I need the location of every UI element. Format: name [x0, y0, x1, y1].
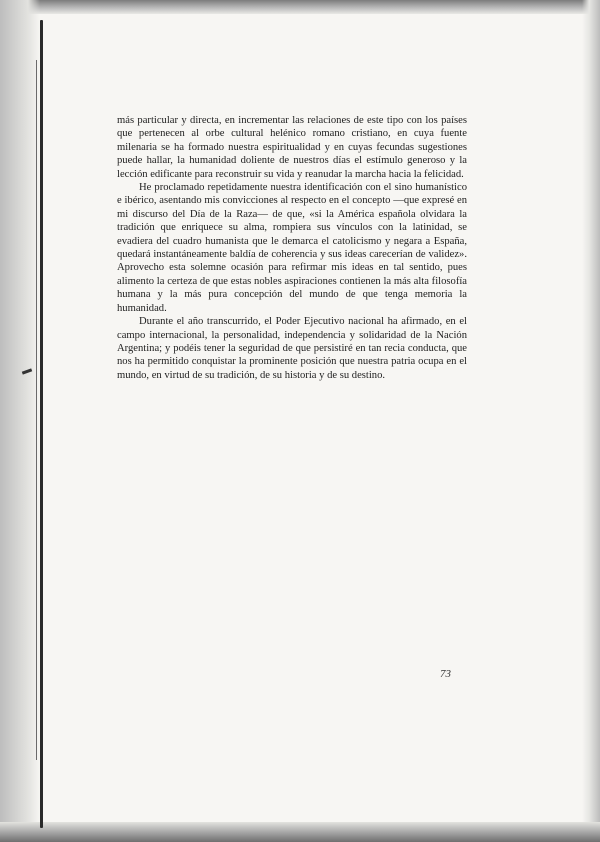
scan-edge-top — [0, 0, 600, 14]
binding-shadow — [40, 20, 43, 828]
scan-edge-right — [582, 0, 600, 842]
page-number: 73 — [440, 668, 451, 680]
paragraph-2: He proclamado repetidamente nuestra identificación con el sino humanístico e ibérico, asentando mis convicciones al respecto en el concepto —que expresé en mi discurso del Día de la Raza— de que, «si la América española olvidara la tradición que enriquece su alma, rompiera sus vínculos con la latinidad, se evadiera del cuadro humanista que le demarca el catolicismo y negara a España, quedará instantáneamente baldía de coherencia y sus ideas carecerían de validez». Aprovecho esta solemne ocasión para refirmar mis ideas en tal sentido, pues alimento la certeza de que estas nobles aspiraciones contienen la más alta filosofía humana y la más pura concepción del mundo de que tenga memoria la humanidad. — [117, 182, 467, 314]
paragraph-1: más particular y directa, en incrementar las relaciones de este tipo con los países que pertenecen al orbe cultural helénico romano cristiano, en cuya fuente milenaria se ha formado nuestra espiritualidad y en cuyas fecundas sugestiones puede hallar, la humanidad doliente de nuestros días el estímulo generoso y la lección edificante para reconstruir su vida y reanudar la marcha hacia la felicidad. — [117, 115, 467, 180]
binding-shadow-inner — [36, 60, 37, 760]
body-text — [117, 114, 467, 382]
scan-edge-left — [0, 0, 40, 842]
scan-edge-bottom — [0, 822, 600, 842]
paragraph-3: Durante el año transcurrido, el Poder Ejecutivo nacional ha afirmado, en el campo internacional, la personalidad, independencia y solidaridad de la Nación Argentina; y podéis tener la seguridad de que persistiré en tan recia conducta, que nos ha permitido conquistar la prominente posición que nuestra patria ocupa en el mundo, en virtud de su tradición, de su historia y de su destino. — [117, 316, 467, 381]
